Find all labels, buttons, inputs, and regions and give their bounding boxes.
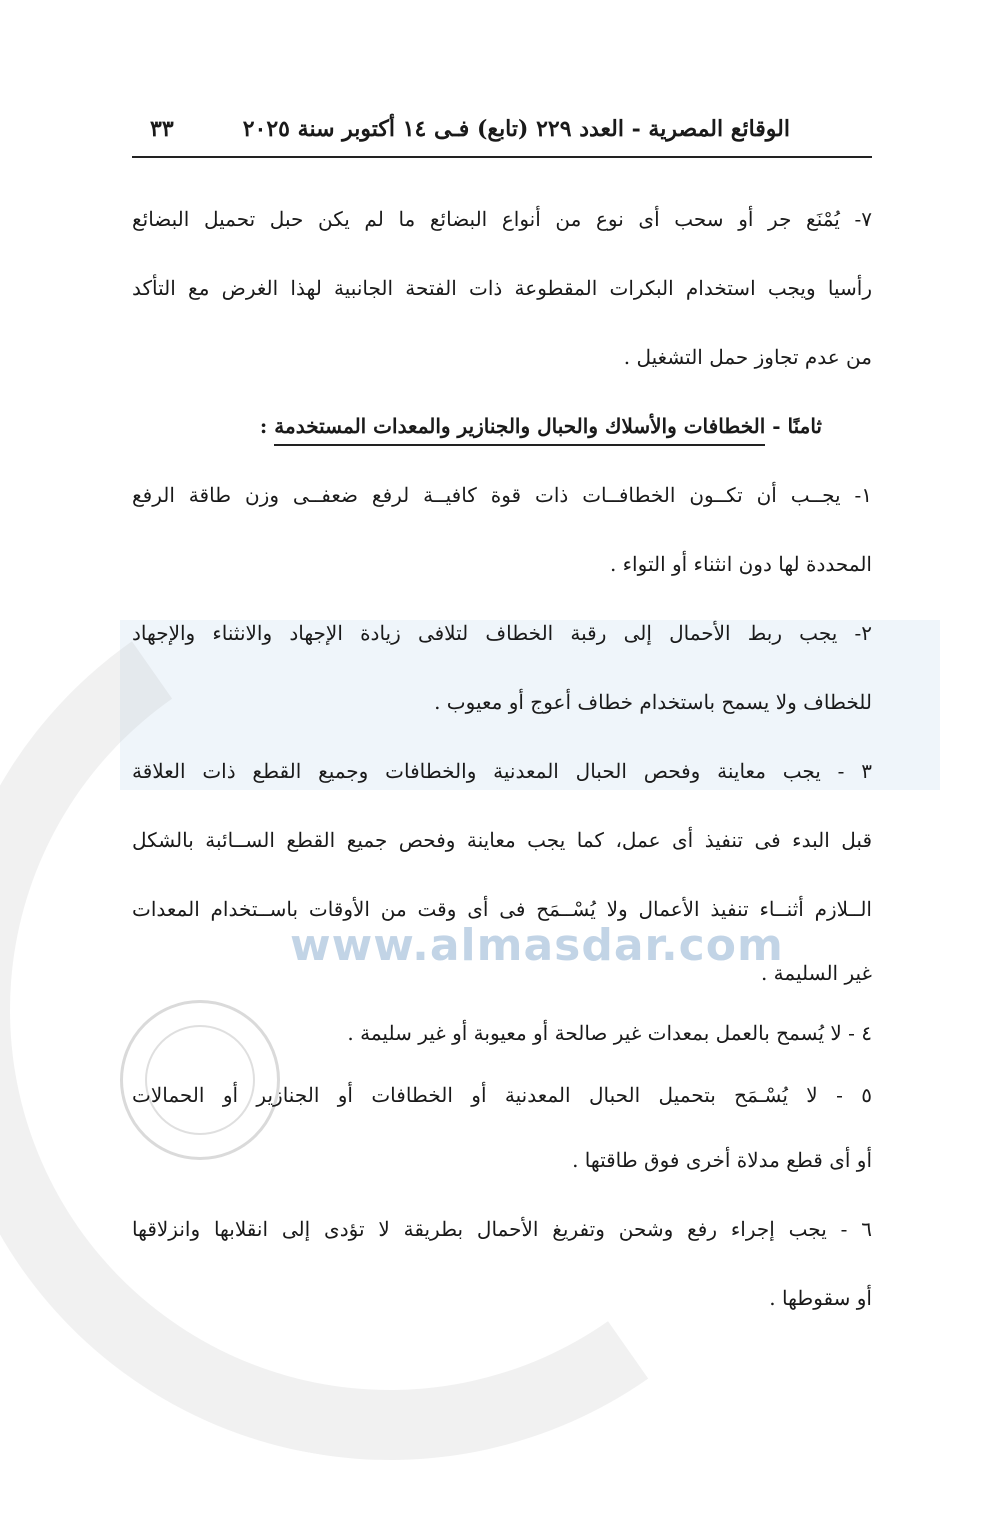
header-title: الوقائع المصرية - العدد ٢٢٩ (تابع) فـى ١٤ أكتوبر سنة ٢٠٢٥ (242, 116, 790, 142)
body-line: ٥ - لا يُسْـمَح بتحميل الحبال المعدنية أو الخطافات أو الجنازير أو الحمالات (132, 1083, 872, 1107)
body-line: قبل البدء فى تنفيذ أى عمل، كما يجب معاينة وفحص جميع القطع الســائبة بالشكل (132, 828, 872, 852)
body-line: ١- يجــب أن تكــون الخطافــات ذات قوة كافيــة لرفع ضعفــى وزن طاقة الرفع (132, 483, 872, 507)
body-line: ٣ - يجب معاينة وفحص الحبال المعدنية والخطافات وجميع القطع ذات العلاقة (132, 759, 872, 783)
body-line: ٤ - لا يُسمح بالعمل بمعدات غير صالحة أو معيوبة أو غير سليمة . (347, 1021, 872, 1045)
body-line: ٢- يجب ربط الأحمال إلى رقبة الخطاف لتلافى زيادة الإجهاد والانثناء والإجهاد (132, 621, 872, 645)
body-line: ٧- يُمْنَع جر أو سحب أى نوع من أنواع البضائع ما لم يكن حبل تحميل البضائع (132, 207, 872, 231)
body-line: أو سقوطها . (769, 1286, 872, 1310)
body-line: من عدم تجاوز حمل التشغيل . (623, 345, 872, 369)
section-heading (132, 392, 872, 461)
body-line: غير السليمة . (760, 961, 872, 985)
watermark-url: www.almasdar.com (290, 920, 784, 971)
body-line: ٦ - يجب إجراء رفع وشحن وتفريغ الأحمال بطريقة لا تؤدى إلى انقلابها وانزلاقها (132, 1217, 872, 1241)
page-header (132, 114, 872, 158)
body-line: المحددة لها دون انثناء أو التواء . (609, 552, 872, 576)
document-body (132, 185, 872, 1333)
body-line: الــلازم أثنــاء تنفيذ الأعمال ولا يُسْــمَح فى أى وقت من الأوقات باســتخدام المعدات (132, 897, 872, 921)
body-line: أو أى قطع مدلاة أخرى فوق طاقتها . (572, 1148, 872, 1172)
page-number: ٣٣ (150, 116, 174, 142)
body-line: للخطاف ولا يسمح باستخدام خطاف أعوج أو معيوب . (434, 690, 872, 714)
section-title: الخطافات والأسلاك والحبال والجنازير والمعدات المستخدمة (274, 414, 765, 446)
section-suffix: : (259, 414, 275, 438)
body-line: رأسيا ويجب استخدام البكرات المقطوعة ذات الفتحة الجانبية لهذا الغرض مع التأكد (132, 276, 872, 300)
section-prefix: ثامنًا - (765, 414, 822, 438)
